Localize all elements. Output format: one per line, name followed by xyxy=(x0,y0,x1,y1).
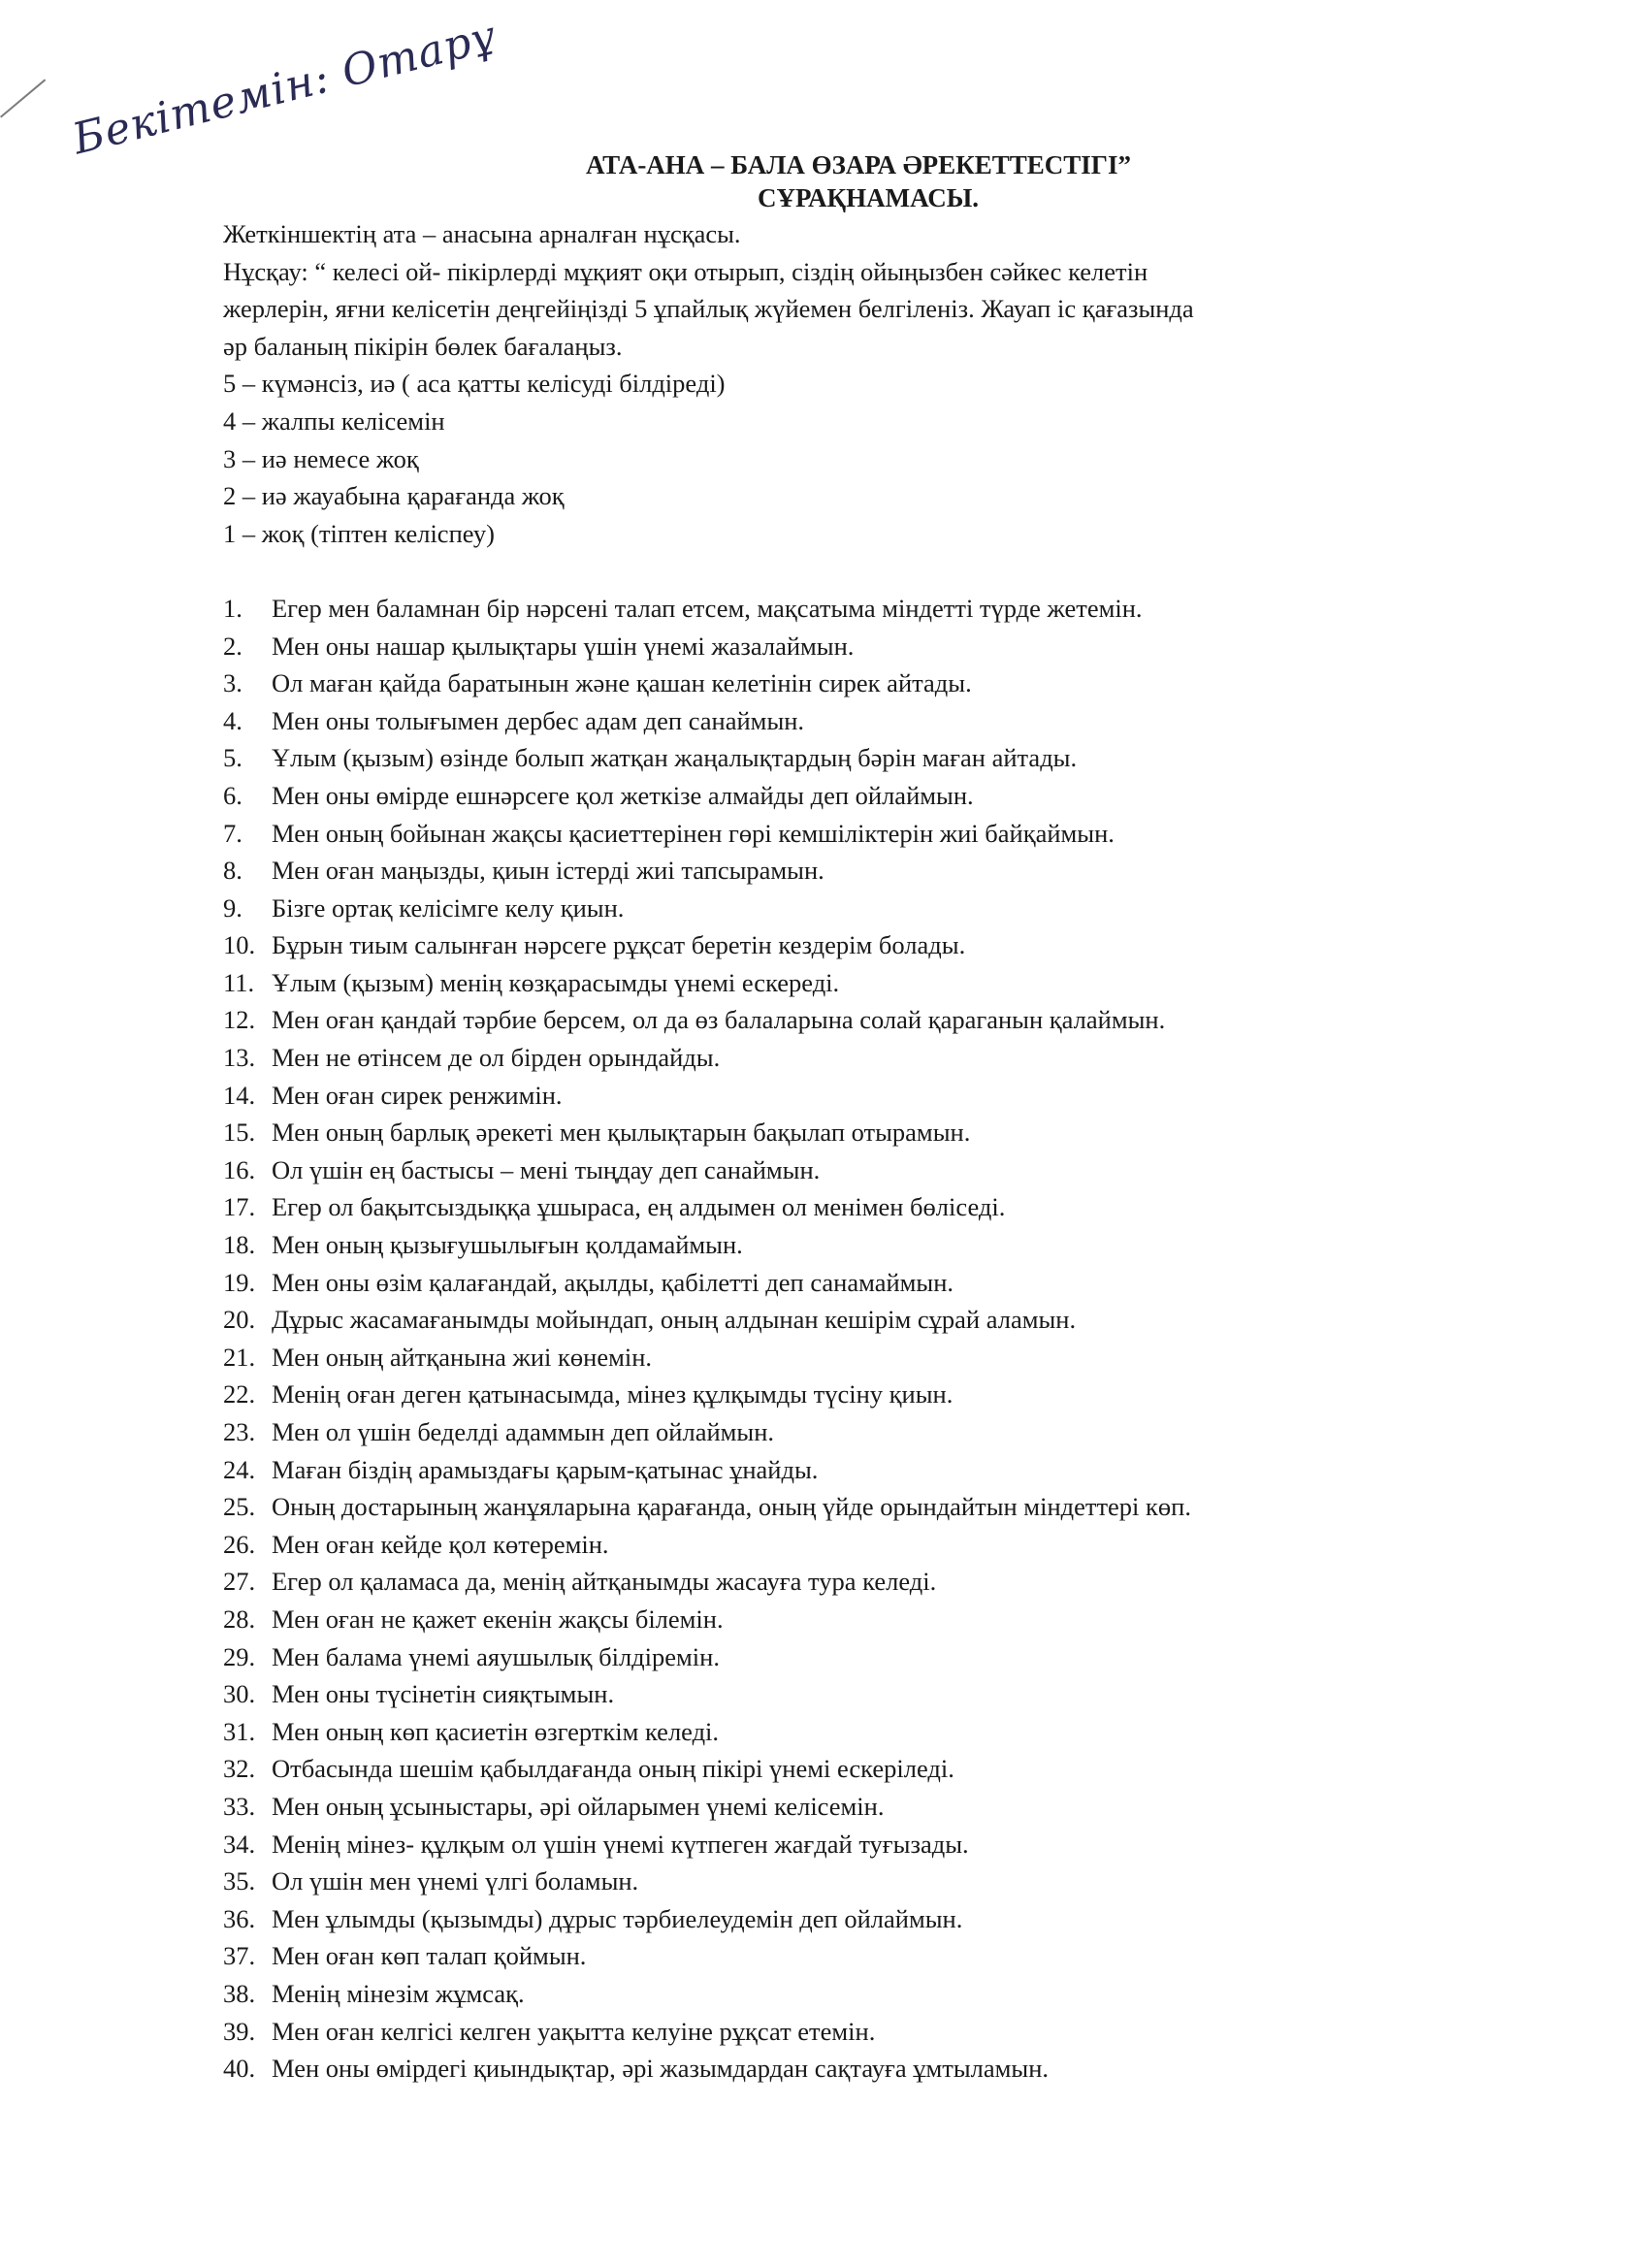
question-item xyxy=(223,815,1484,853)
question-item xyxy=(223,1226,1484,1264)
question-item xyxy=(223,1001,1484,1039)
question-item xyxy=(223,590,1484,628)
question-text: Отбасында шешім қабылдағанда оның пікірі үнемі ескеріледі. xyxy=(272,1754,954,1784)
scale-option: 2 – иә жауабына қарағанда жоқ xyxy=(223,481,565,511)
question-item xyxy=(223,1188,1484,1226)
question-item xyxy=(223,1039,1484,1077)
question-item xyxy=(223,2050,1484,2088)
question-text: Мен оған сирек ренжимін. xyxy=(272,1080,563,1110)
question-text: Мен оның көп қасиетін өзгерткім келеді. xyxy=(272,1716,720,1746)
intro-section xyxy=(223,215,1484,365)
question-number: 21. xyxy=(223,1342,256,1372)
intro-line: Нұсқау: “ келесі ой- пікірлерді мұқият оқи отырып, сіздің ойыңызбен сәйкес келетін xyxy=(223,256,1148,286)
questionnaire-title-line-1: АТА-АНА – БАЛА ӨЗАРА ӘРЕКЕТТЕСТІГІ” xyxy=(586,150,1131,179)
question-text: Мен балама үнемі аяушылық білдіремін. xyxy=(272,1641,720,1671)
question-text: Менің мінез- құлқым ол үшін үнемі күтпеген жағдай туғызады. xyxy=(272,1829,969,1859)
question-text: Мен оның қызығушылығын қолдамаймын. xyxy=(272,1230,743,1260)
question-text: Дұрыс жасамағанымды мойындап, оның алдынан кешірім сұрай аламын. xyxy=(272,1305,1077,1335)
question-item xyxy=(223,890,1484,927)
question-number: 20. xyxy=(223,1305,256,1335)
question-item xyxy=(223,1975,1484,2013)
question-number: 28. xyxy=(223,1604,256,1634)
question-text: Ұлым (қызым) менің көзқарасымды үнемі ескереді. xyxy=(272,967,840,997)
question-number: 24. xyxy=(223,1454,256,1484)
question-text: Мен оның ұсыныстары, әрі ойларымен үнемі келісемін. xyxy=(272,1791,885,1821)
question-number: 13. xyxy=(223,1043,256,1073)
question-item xyxy=(223,1413,1484,1451)
question-number: 23. xyxy=(223,1417,256,1446)
question-text: Оның достарының жанұяларына қарағанда, оның үйде орындайтын міндеттері көп. xyxy=(272,1492,1191,1522)
question-item xyxy=(223,964,1484,1002)
question-text: Мен оған маңызды, қиын істерді жиі тапсырамын. xyxy=(272,856,824,886)
question-number: 35. xyxy=(223,1866,256,1896)
scale-option: 1 – жоқ (тіптен келіспеу) xyxy=(223,518,495,548)
question-item xyxy=(223,1937,1484,1975)
question-item xyxy=(223,1675,1484,1713)
question-number: 10. xyxy=(223,930,256,960)
question-item xyxy=(223,926,1484,964)
question-item xyxy=(223,1264,1484,1302)
question-number: 4. xyxy=(223,705,242,735)
question-item xyxy=(223,1301,1484,1339)
questionnaire-title-line-2: СҰРАҚНАМАСЫ. xyxy=(757,183,979,212)
question-text: Мен оны өмірде ешнәрсеге қол жеткізе алмайды деп ойлаймын. xyxy=(272,780,974,810)
question-number: 37. xyxy=(223,1941,256,1971)
question-item xyxy=(223,739,1484,777)
question-item xyxy=(223,1451,1484,1489)
question-text: Мен оған келгісі келген уақытта келуіне рұқсат етемін. xyxy=(272,2016,876,2046)
question-number: 40. xyxy=(223,2054,256,2084)
question-item xyxy=(223,1488,1484,1526)
question-number: 26. xyxy=(223,1529,256,1559)
question-item xyxy=(223,1863,1484,1900)
question-item xyxy=(223,1077,1484,1115)
section-spacer xyxy=(223,552,1484,590)
question-item xyxy=(223,777,1484,815)
question-item xyxy=(223,1151,1484,1189)
question-item xyxy=(223,664,1484,702)
question-item xyxy=(223,1601,1484,1638)
question-number: 1. xyxy=(223,593,242,623)
question-number: 22. xyxy=(223,1379,256,1409)
question-item xyxy=(223,1114,1484,1151)
question-number: 36. xyxy=(223,1903,256,1933)
question-text: Егер ол бақытсыздыққа ұшыраса, ең алдымен ол менімен бөліседі. xyxy=(272,1192,1006,1222)
question-text: Менің оған деген қатынасымда, мінез құлқымды түсіну қиын. xyxy=(272,1379,954,1409)
question-text: Егер ол қаламаса да, менің айтқанымды жасауға тура келеді. xyxy=(272,1567,937,1597)
question-number: 9. xyxy=(223,892,242,923)
question-number: 34. xyxy=(223,1829,256,1859)
question-item xyxy=(223,1339,1484,1377)
question-text: Менің мінезім жұмсақ. xyxy=(272,1978,525,2008)
question-text: Мен ұлымды (қызымды) дұрыс тәрбиелеудемін деп ойлаймын. xyxy=(272,1903,963,1933)
question-item xyxy=(223,1526,1484,1564)
question-number: 29. xyxy=(223,1641,256,1671)
question-text: Мен оған көп талап қоймын. xyxy=(272,1941,587,1971)
question-text: Ұлым (қызым) өзінде болып жатқан жаңалықтардың бәрін маған айтады. xyxy=(272,743,1078,773)
question-number: 2. xyxy=(223,631,242,661)
document-body xyxy=(223,215,1484,2088)
handwritten-approval-note: Бекітемін: Отарұ xyxy=(68,11,502,165)
question-text: Мен не өтінсем де ол бірден орындайды. xyxy=(272,1043,721,1073)
question-text: Мен оның бойынан жақсы қасиеттерінен гөрі кемшіліктерін жиі байқаймын. xyxy=(272,818,1115,848)
scale-option: 4 – жалпы келісемін xyxy=(223,405,445,436)
question-number: 38. xyxy=(223,1978,256,2008)
question-text: Маған біздің арамыздағы қарым-қатынас ұнайды. xyxy=(272,1454,819,1484)
question-number: 3. xyxy=(223,668,242,698)
question-number: 7. xyxy=(223,818,242,848)
question-text: Ол үшін ең бастысы – мені тыңдау деп санаймын. xyxy=(272,1154,821,1184)
question-text: Мен оның барлық әрекеті мен қылықтарын бақылап отырамын. xyxy=(272,1118,971,1148)
question-number: 18. xyxy=(223,1230,256,1260)
question-item xyxy=(223,702,1484,740)
scale-option: 3 – иә немесе жоқ xyxy=(223,443,419,473)
question-item xyxy=(223,2013,1484,2051)
question-item xyxy=(223,852,1484,890)
question-item xyxy=(223,1638,1484,1676)
question-number: 27. xyxy=(223,1567,256,1597)
question-number: 30. xyxy=(223,1679,256,1709)
question-text: Егер мен баламнан бір нәрсені талап етсем, мақсатыма міндетті түрде жетемін. xyxy=(272,593,1143,623)
question-number: 19. xyxy=(223,1267,256,1297)
question-number: 11. xyxy=(223,967,255,997)
scale-option: 5 – күмәнсіз, иә ( аса қатты келісуді білдіреді) xyxy=(223,369,726,399)
intro-line: Жеткіншектің ата – анасына арналған нұсқасы. xyxy=(223,219,741,248)
question-number: 12. xyxy=(223,1005,256,1035)
question-text: Мен оның айтқанына жиі көнемін. xyxy=(272,1342,653,1372)
question-text: Мен оны толығымен дербес адам деп санаймын. xyxy=(272,705,805,735)
question-item xyxy=(223,1713,1484,1751)
question-item xyxy=(223,1376,1484,1413)
question-item xyxy=(223,1563,1484,1601)
question-text: Ол маған қайда баратынын және қашан келетінін сирек айтады. xyxy=(272,668,972,698)
question-number: 17. xyxy=(223,1192,256,1222)
question-text: Мен оған не қажет екенін жақсы білемін. xyxy=(272,1604,724,1634)
question-number: 5. xyxy=(223,743,242,773)
question-item xyxy=(223,1900,1484,1938)
question-number: 15. xyxy=(223,1118,256,1148)
question-number: 14. xyxy=(223,1080,256,1110)
question-item xyxy=(223,1750,1484,1788)
question-number: 25. xyxy=(223,1492,256,1522)
question-number: 33. xyxy=(223,1791,256,1821)
question-list xyxy=(223,590,1484,2088)
question-number: 31. xyxy=(223,1716,256,1746)
question-text: Мен оны түсінетін сияқтымын. xyxy=(272,1679,615,1709)
question-item xyxy=(223,1788,1484,1826)
question-number: 8. xyxy=(223,856,242,886)
question-number: 32. xyxy=(223,1754,256,1784)
question-text: Мен ол үшін беделді адаммын деп ойлаймын. xyxy=(272,1417,775,1446)
question-number: 39. xyxy=(223,2016,256,2046)
question-number: 16. xyxy=(223,1154,256,1184)
question-item xyxy=(223,1826,1484,1863)
question-text: Мен оны өмірдегі қиындықтар, әрі жазымдардан сақтауға ұмтыламын. xyxy=(272,2054,1050,2084)
intro-line: жерлерін, яғни келісетін деңгейіңізді 5 ұпайлық жүйемен белгіленіз. Жауап іс қағазында xyxy=(223,294,1194,324)
question-text: Бізге ортақ келісімге келу қиын. xyxy=(272,892,625,923)
question-text: Ол үшін мен үнемі үлгі боламын. xyxy=(272,1866,639,1896)
question-text: Мен оны нашар қылықтары үшін үнемі жазалаймын. xyxy=(272,631,855,661)
question-text: Мен оны өзім қалағандай, ақылды, қабілетті деп санамаймын. xyxy=(272,1267,954,1297)
question-number: 6. xyxy=(223,780,242,810)
rating-scale xyxy=(223,365,1484,552)
question-text: Мен оған кейде қол көтеремін. xyxy=(272,1529,609,1559)
intro-line: әр баланың пікірін бөлек бағалаңыз. xyxy=(223,331,623,361)
question-item xyxy=(223,628,1484,665)
question-text: Мен оған қандай тәрбие берсем, ол да өз балаларына солай қараганын қалаймын. xyxy=(272,1005,1166,1035)
question-text: Бұрын тиым салынған нәрсеге рұқсат беретін кездерім болады. xyxy=(272,930,966,960)
